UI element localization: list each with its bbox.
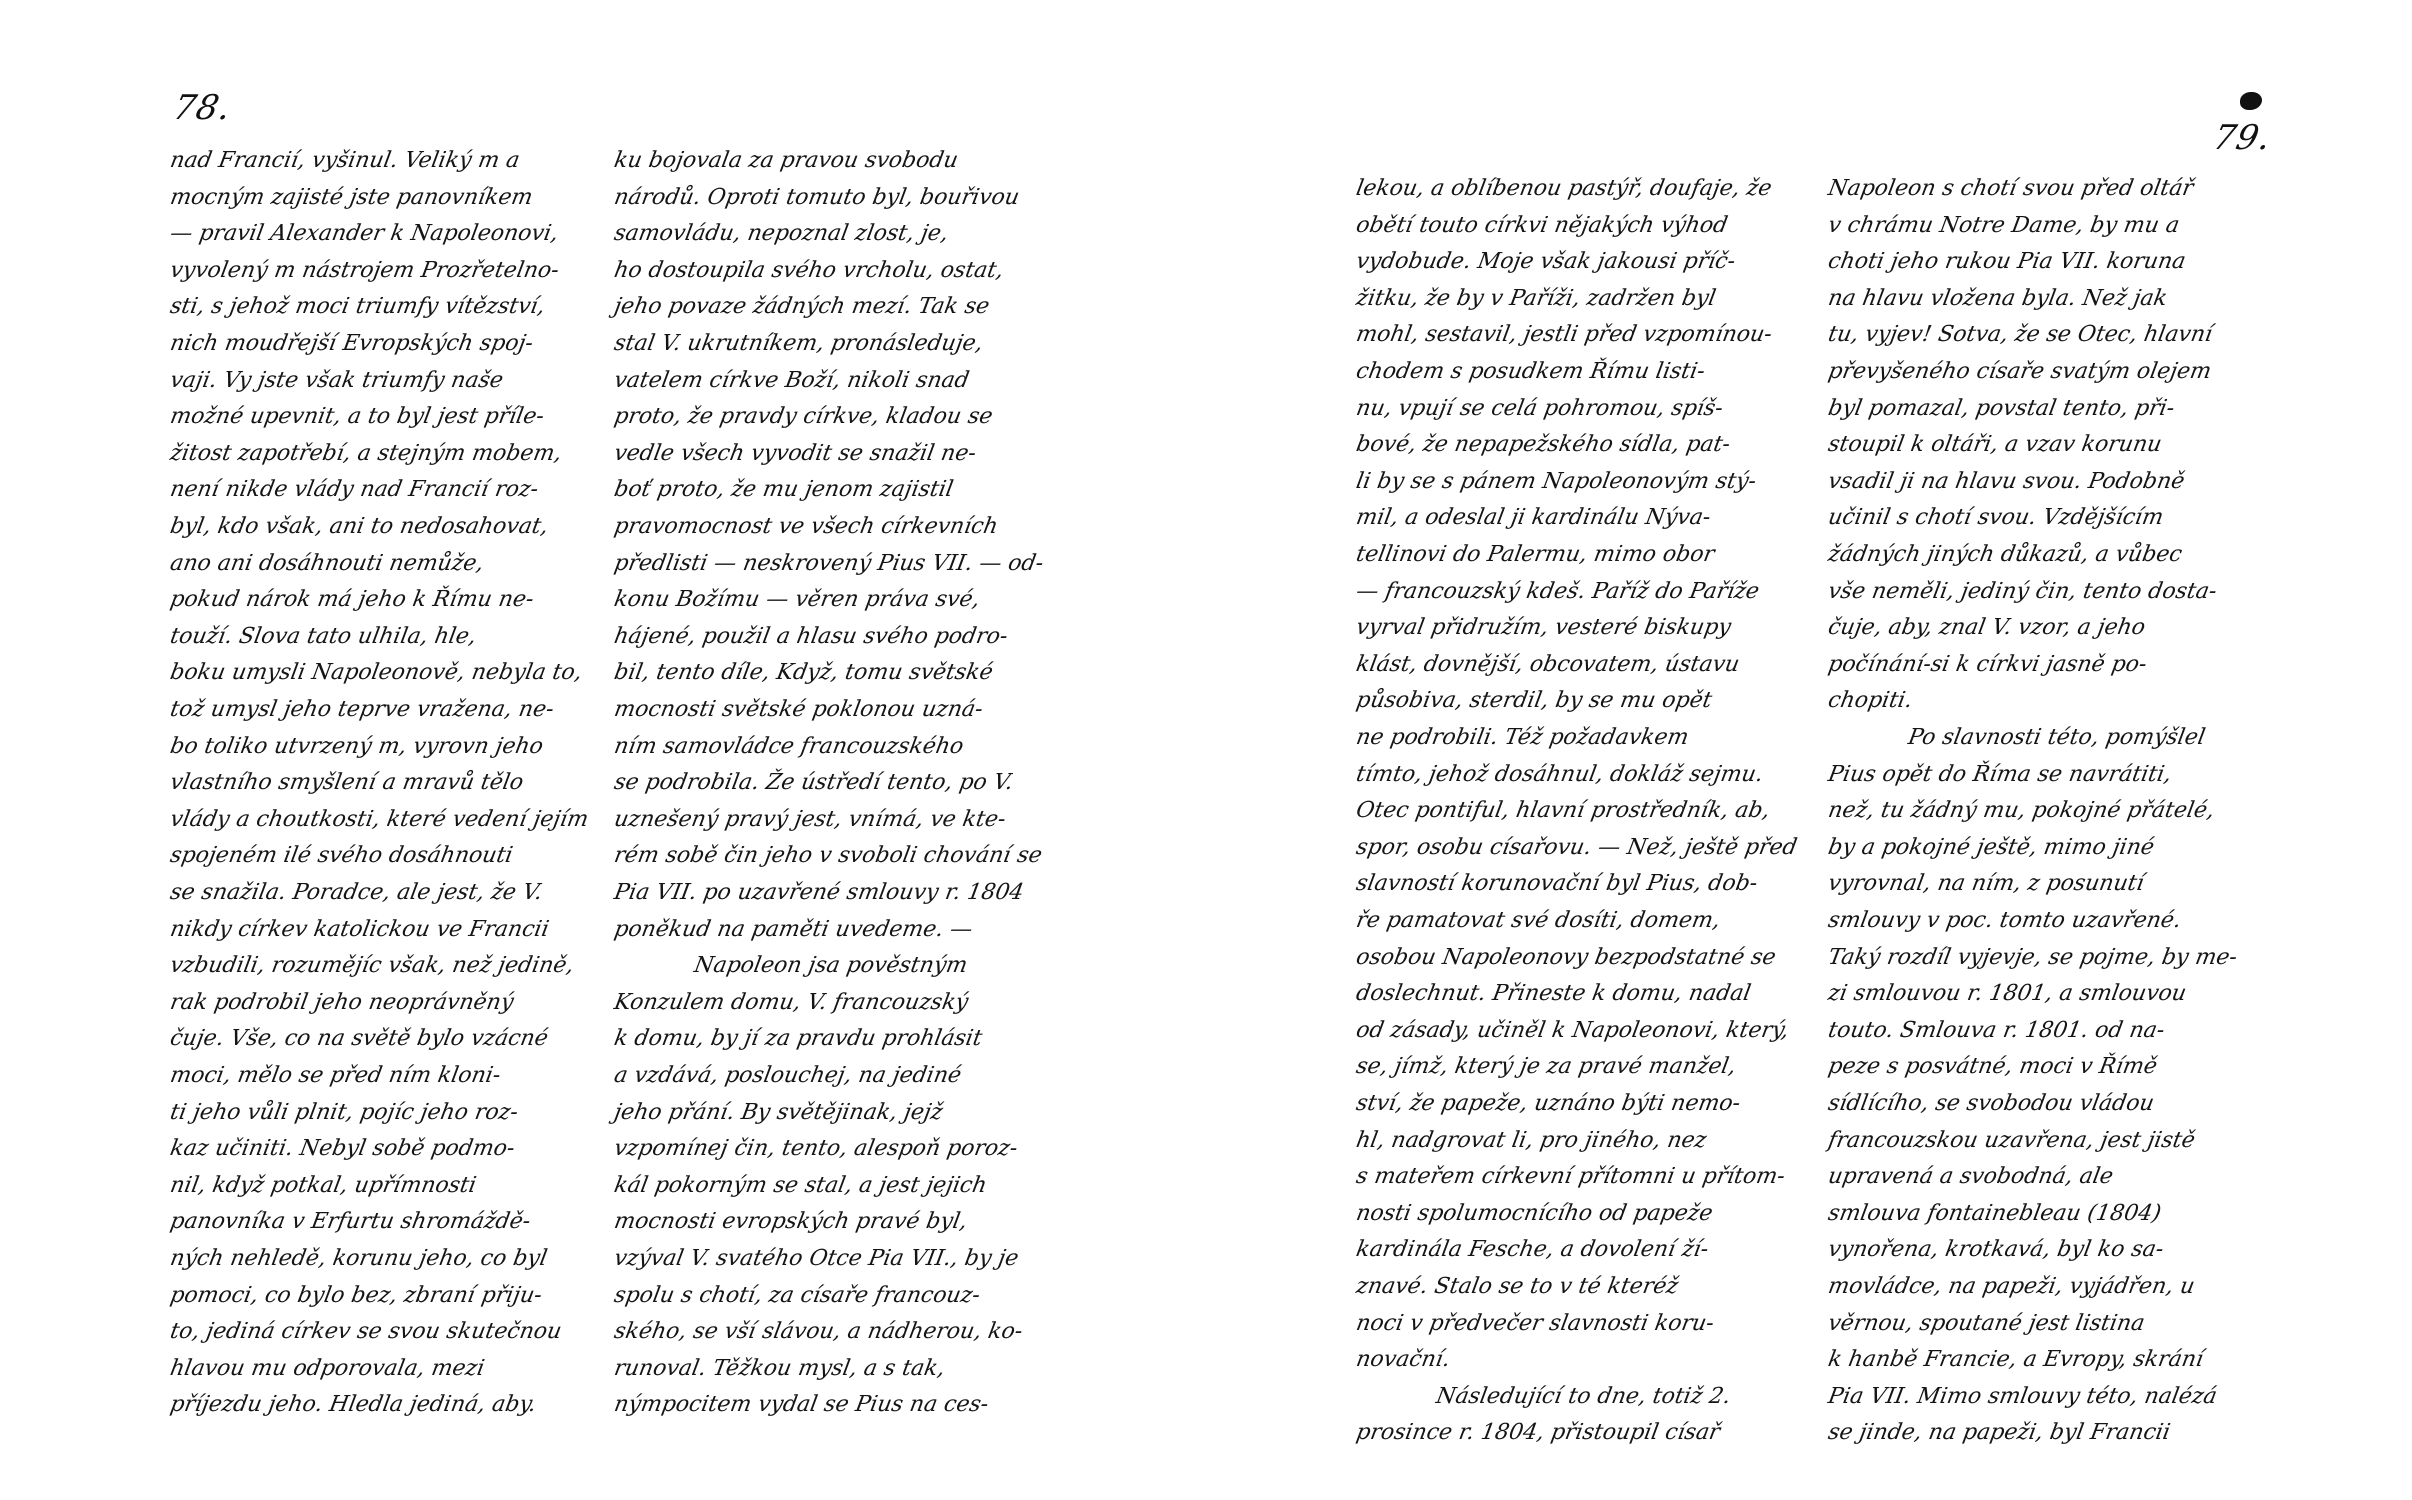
text-line: od zásady, učiněl k Napoleonovi, který,: [1354, 1018, 1791, 1043]
right-page: [1206, 0, 2412, 1500]
text-line: tož umysl jeho teprve vražena, ne-: [168, 697, 556, 722]
text-line: stoupil k oltáři, a vzav korunu: [1826, 432, 2164, 457]
text-line: noci v předvečer slavnosti koru-: [1354, 1311, 1716, 1336]
text-line: Konzulem domu, V. francouzský: [612, 990, 971, 1015]
text-line: Napoleon s chotí svou před oltář: [1826, 176, 2196, 201]
text-line: ne podrobili. Též požadavkem: [1354, 725, 1691, 750]
text-line: rém sobě čin jeho v svoboli chování se: [612, 843, 1044, 868]
text-line: ných nehledě, korunu jeho, co byl: [168, 1246, 550, 1271]
text-line: moci, mělo se před ním kloni-: [168, 1063, 503, 1088]
text-line: sídlícího, se svobodou vládou: [1826, 1091, 2156, 1116]
text-line: boku umysli Napoleonově, nebyla to,: [168, 660, 584, 685]
text-line: spolu s chotí, za císaře francouz-: [612, 1283, 982, 1308]
text-line: nosti spolumocnícího od papeže: [1354, 1201, 1715, 1226]
text-line: není nikde vlády nad Francií roz-: [168, 477, 541, 502]
text-line: kál pokorným se stal, a jest jejich: [612, 1173, 989, 1198]
text-line: nikdy církev katolickou ve Francii: [168, 917, 551, 942]
text-line: národů. Oproti tomuto byl, bouřivou: [612, 185, 1022, 210]
text-line: ho dostoupila svého vrcholu, ostat,: [612, 258, 1006, 283]
text-line: nu, vpují se celá pohromou, spíš-: [1354, 396, 1725, 421]
text-line: lekou, a oblíbenou pastýř, doufaje, že: [1354, 176, 1774, 201]
text-line: jeho přání. By světějinak, jejž: [612, 1100, 945, 1125]
text-line: ano ani dosáhnouti nemůže,: [168, 551, 486, 576]
text-line: panovníka v Erfurtu shromáždě-: [168, 1209, 533, 1234]
text-line: vsadil ji na hlavu svou. Podobně: [1826, 469, 2187, 494]
text-line: nil, když potkal, upřímnosti: [168, 1173, 479, 1198]
text-line: pravomocnost ve všech církevních: [612, 514, 1000, 539]
text-line: mocnosti světské poklonou uzná-: [612, 697, 985, 722]
text-line: mil, a odeslal ji kardinálu Nýva-: [1354, 505, 1713, 530]
text-line: bo toliko utvrzený m, vyrovn jeho: [168, 734, 546, 759]
text-line: k hanbě Francie, a Evropy, skrání: [1826, 1347, 2206, 1372]
text-line: hájené, použil a hlasu svého podro-: [612, 624, 1010, 649]
text-line: vyrovnal, na ním, z posunutí: [1826, 871, 2146, 896]
text-line: ře pamatovat své dosíti, domem,: [1354, 908, 1723, 933]
text-line: jeho povaze žádných mezí. Tak se: [612, 294, 992, 319]
text-line: učinil s chotí svou. Vzdějšícím: [1826, 505, 2166, 530]
text-line: vzbudili, rozumějíc však, než jedině,: [168, 953, 576, 978]
text-line: vlády a choutkosti, které vedení jejím: [168, 807, 591, 832]
text-line: Taký rozdíl vyjevje, se pojme, by me-: [1826, 945, 2240, 970]
text-line: tímto, jehož dosáhnul, dokláž sejmu.: [1354, 762, 1766, 787]
text-line: runoval. Těžkou mysl, a s tak,: [612, 1356, 947, 1381]
text-line: sti, s jehož moci triumfy vítězství,: [168, 294, 547, 319]
text-line: hl, nadgrovat li, pro jiného, nez: [1354, 1128, 1709, 1153]
text-line: než, tu žádný mu, pokojné přátelé,: [1826, 798, 2217, 823]
text-line: osobou Napoleonovy bezpodstatné se: [1354, 945, 1778, 970]
text-line: kardinála Fesche, a dovolení ží-: [1354, 1237, 1711, 1262]
text-line: věrnou, spoutané jest listina: [1826, 1311, 2147, 1336]
text-line: příjezdu jeho. Hledla jediná, aby.: [168, 1392, 539, 1417]
text-line: samovládu, nepoznal zlost, je,: [612, 221, 951, 246]
text-line: vzýval V. svatého Otce Pia VII., by je: [612, 1246, 1021, 1271]
text-line: čuje. Vše, co na světě bylo vzácné: [168, 1026, 550, 1051]
text-line: touží. Slova tato ulhila, hle,: [168, 624, 479, 649]
text-line: s mateřem církevní přítomni u přítom-: [1354, 1164, 1787, 1189]
text-line: spor, osobu císařovu. — Než, ještě před: [1354, 835, 1799, 860]
text-line: počínání-si k církvi jasně po-: [1826, 652, 2149, 677]
text-line: francouzskou uzavřena, jest jistě: [1826, 1128, 2197, 1153]
text-line: ti jeho vůli plnit, pojíc jeho roz-: [168, 1100, 521, 1125]
text-line: prosince r. 1804, přistoupil císař: [1354, 1420, 1722, 1445]
text-line: vyrval přidružím, vesteré biskupy: [1354, 615, 1733, 640]
text-line: se jinde, na papeži, byl Francii: [1826, 1420, 2173, 1445]
text-line: bil, tento díle, Když, tomu světské: [612, 660, 995, 685]
text-line: stal V. ukrutníkem, pronásleduje,: [612, 331, 985, 356]
text-line: čuje, aby, znal V. vzor, a jeho: [1826, 615, 2148, 640]
text-line: se snažila. Poradce, ale jest, že V.: [168, 880, 545, 905]
text-line: movládce, na papeži, vyjádřen, u: [1826, 1274, 2197, 1299]
text-line: proto, že pravdy církve, kladou se: [612, 404, 995, 429]
text-line: se podrobila. Že ústředí tento, po V.: [612, 770, 1016, 795]
text-line: vynořena, krotkavá, byl ko sa-: [1826, 1237, 2166, 1262]
text-line: chodem s posudkem Římu listi-: [1354, 359, 1707, 384]
text-line: žádných jiných důkazů, a vůbec: [1826, 542, 2184, 567]
text-line: uznešený pravý jest, vnímá, ve kte-: [612, 807, 1008, 832]
text-line: smlouvy v poc. tomto uzavřené.: [1826, 908, 2184, 933]
text-line: smlouva fontainebleau (1804): [1826, 1201, 2164, 1226]
text-line: chopiti.: [1826, 688, 1915, 713]
text-line: by a pokojné ještě, mimo jiné: [1826, 835, 2157, 860]
text-line: vlastního smyšlení a mravů tělo: [168, 770, 526, 795]
text-line: rak podrobil jeho neoprávněný: [168, 990, 516, 1015]
text-line: nad Francií, vyšinul. Veliký m a: [168, 148, 522, 173]
text-line: novační.: [1354, 1347, 1453, 1372]
text-line: znavé. Stalo se to v té kteréž: [1354, 1274, 1681, 1299]
text-line: doslechnut. Přineste k domu, nadal: [1354, 981, 1753, 1006]
ink-blot: [2240, 92, 2262, 110]
left-page-number: 78.: [169, 88, 236, 128]
text-line: pokud nárok má jeho k Římu ne-: [168, 587, 536, 612]
text-line: žitku, že by v Paříži, zadržen byl: [1354, 286, 1718, 311]
text-line: k domu, by jí za pravdu prohlásit: [612, 1026, 985, 1051]
text-line: — pravil Alexander k Napoleonovi,: [168, 221, 561, 246]
text-line: a vzdává, poslouchej, na jediné: [612, 1063, 964, 1088]
text-line: konu Božímu — věren práva své,: [612, 587, 982, 612]
text-line: na hlavu vložena byla. Než jak: [1826, 286, 2170, 311]
text-line: nýmpocitem vydal se Pius na ces-: [612, 1392, 991, 1417]
right-page-number: 79.: [2209, 118, 2276, 158]
text-line: mocnosti evropských pravé byl,: [612, 1209, 970, 1234]
text-line: li by se s pánem Napoleonovým stý-: [1354, 469, 1759, 494]
text-line: Otec pontiful, hlavní prostředník, ab,: [1354, 798, 1772, 823]
text-line: tu, vyjev! Sotva, že se Otec, hlavní: [1826, 322, 2215, 347]
text-line: Napoleon jsa pověstným: [692, 953, 970, 978]
text-line: boť proto, že mu jenom zajistil: [612, 477, 956, 502]
text-line: mocným zajisté jste panovníkem: [168, 185, 535, 210]
text-line: spojeném ilé svého dosáhnouti: [168, 843, 515, 868]
text-line: vydobude. Moje však jakousi příč-: [1354, 249, 1738, 274]
text-line: zi smlouvou r. 1801, a smlouvou: [1826, 981, 2189, 1006]
text-line: převyšeného císaře svatým olejem: [1826, 359, 2214, 384]
text-line: Následující to dne, totiž 2.: [1434, 1384, 1733, 1409]
text-line: vatelem církve Boží, nikoli snad: [612, 368, 972, 393]
text-line: byl pomazal, povstal tento, při-: [1826, 396, 2177, 421]
text-line: vše neměli, jediný čin, tento dosta-: [1826, 579, 2219, 604]
text-line: ku bojovala za pravou svobodu: [612, 148, 960, 173]
text-line: možné upevnit, a to byl jest příle-: [168, 404, 547, 429]
text-line: se, jímž, který je za pravé manžel,: [1354, 1054, 1738, 1079]
text-line: předlisti — neskrovený Pius VII. — od-: [612, 551, 1046, 576]
text-line: ského, se vší slávou, a nádherou, ko-: [612, 1319, 1025, 1344]
text-line: kaz učiniti. Nebyl sobě podmo-: [168, 1136, 517, 1161]
text-line: touto. Smlouva r. 1801. od na-: [1826, 1018, 2167, 1043]
text-line: působiva, sterdil, by se mu opět: [1354, 688, 1714, 713]
text-line: hlavou mu odporovala, mezi: [168, 1356, 487, 1381]
text-line: ství, že papeže, uznáno býti nemo-: [1354, 1091, 1743, 1116]
text-line: peze s posvátné, moci v Římě: [1826, 1054, 2160, 1079]
text-line: upravená a svobodná, ale: [1826, 1164, 2116, 1189]
text-line: Pia VII. po uzavřené smlouvy r. 1804: [612, 880, 1026, 905]
text-line: vedle všech vyvodit se snažil ne-: [612, 441, 979, 466]
text-line: ním samovládce francouzského: [612, 734, 966, 759]
text-line: obětí touto církvi nějakých výhod: [1354, 213, 1730, 238]
text-line: Pia VII. Mimo smlouvy této, nalézá: [1826, 1384, 2219, 1409]
text-line: pomoci, co bylo bez, zbraní přiju-: [168, 1283, 544, 1308]
text-line: bové, že nepapežského sídla, pat-: [1354, 432, 1733, 457]
text-line: to, jediná církev se svou skutečnou: [168, 1319, 564, 1344]
text-line: tellinovi do Palermu, mimo obor: [1354, 542, 1717, 567]
text-line: choti jeho rukou Pia VII. koruna: [1826, 249, 2188, 274]
text-line: — francouzský kdeš. Paříž do Paříže: [1354, 579, 1762, 604]
text-line: poněkud na paměti uvedeme. —: [612, 917, 975, 942]
text-line: nich moudřejší Evropských spoj-: [168, 331, 536, 356]
text-line: klást, dovnější, obcovatem, ústavu: [1354, 652, 1742, 677]
text-line: vaji. Vy jste však triumfy naše: [168, 368, 506, 393]
text-line: vzpomínej čin, tento, alespoň poroz-: [612, 1136, 1020, 1161]
text-line: byl, kdo však, ani to nedosahovat,: [168, 514, 551, 539]
text-line: v chrámu Notre Dame, by mu a: [1826, 213, 2182, 238]
text-line: žitost zapotřebí, a stejným mobem,: [168, 441, 564, 466]
text-line: mohl, sestavil, jestli před vzpomínou-: [1354, 322, 1774, 347]
text-line: Po slavnosti této, pomýšlel: [1906, 725, 2208, 750]
text-line: Pius opět do Říma se navrátiti,: [1826, 762, 2174, 787]
text-line: vyvolený m nástrojem Prozřetelno-: [168, 258, 561, 283]
text-line: slavností korunovační byl Pius, dob-: [1354, 871, 1760, 896]
